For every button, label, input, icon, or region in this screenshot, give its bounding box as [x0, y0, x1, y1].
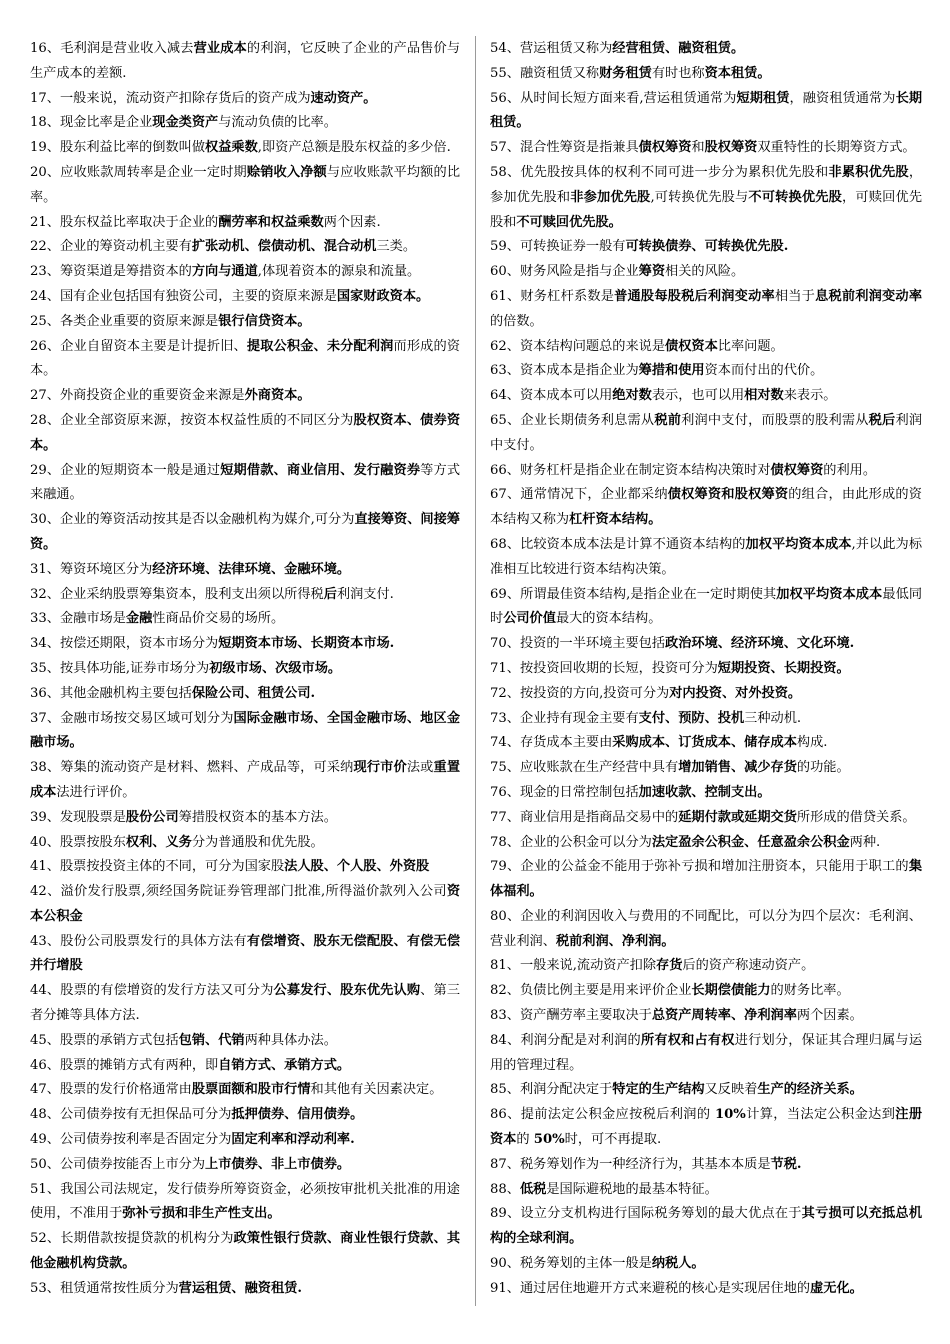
item-text: 分为普通股和优先股。	[191, 834, 324, 850]
item-text: 48、公司债券按有无担保品可分为	[30, 1107, 232, 1123]
bold-keyword: 税后	[868, 412, 896, 428]
item-text: 两个因素.	[323, 214, 381, 230]
item-text: 43、股份公司股票发行的具体方法有	[30, 933, 247, 949]
item-text: 17、一般来说，流动资产扣除存货后的资产成为	[30, 90, 311, 106]
list-item	[490, 756, 922, 781]
list-item	[30, 880, 460, 930]
list-item	[30, 831, 460, 856]
item-text: ，融资租赁通常为	[789, 90, 896, 106]
item-text: ,可转换优先股与	[650, 189, 749, 205]
list-item	[490, 62, 922, 87]
list-item	[490, 37, 922, 62]
bold-keyword: 短期借款、商业信用、发行融资券	[220, 462, 421, 478]
bold-keyword: 固定利率和浮动利率.	[231, 1132, 355, 1148]
list-item	[30, 1029, 460, 1054]
item-text: 两种.	[849, 834, 881, 850]
item-text: 所形成的借贷关系。	[796, 809, 916, 825]
list-item	[30, 1103, 460, 1128]
bold-keyword: 短期投资、长期投资。	[717, 660, 850, 676]
bold-keyword: 公司价值	[503, 611, 556, 627]
item-text: 73、企业持有现金主要有	[490, 710, 639, 726]
list-item	[490, 235, 922, 260]
bold-keyword: 权益乘数	[205, 140, 258, 156]
item-text: 筹措股权资本的基本方法。	[178, 809, 337, 825]
item-text: 进行划分，保证其合理归属与运用的管理过程。	[490, 1032, 923, 1073]
list-item	[490, 161, 922, 235]
bold-keyword: 税前利润、净利润。	[555, 933, 675, 949]
bold-keyword: 酬劳率和权益乘数	[218, 214, 324, 230]
list-item	[30, 1178, 460, 1228]
bold-keyword: 外商资本。	[244, 388, 311, 404]
item-text: 和其他有关因素决定。	[310, 1082, 443, 1098]
list-item	[490, 1153, 922, 1178]
list-item	[30, 657, 460, 682]
bold-keyword: 包销、代销	[178, 1032, 245, 1048]
list-item	[30, 260, 460, 285]
list-item	[30, 1128, 460, 1153]
item-text: 89、设立分支机构进行国际税务筹划的最大优点在于	[490, 1206, 802, 1222]
bold-keyword: 抵押债券、信用债券。	[231, 1107, 364, 1123]
item-text: 46、股票的摊销方式有两种，即	[30, 1057, 219, 1073]
item-text: 16、毛利润是营业收入减去	[30, 41, 194, 56]
item-text: 18、现金比率是企业	[30, 115, 153, 131]
list-item	[490, 682, 922, 707]
list-item	[490, 1202, 922, 1252]
bold-keyword: 债权资本	[665, 338, 718, 354]
bold-keyword: 特定的生产结构	[612, 1082, 705, 1098]
item-text: 30、企业的筹资活动按其是否以金融机构为媒介,可分为	[30, 512, 355, 528]
item-text: 利润中支付，而股票的股利需从	[681, 412, 869, 428]
list-item	[490, 335, 922, 360]
list-item	[490, 731, 922, 756]
item-text: 72、按投资的方向,投资可分为	[490, 685, 670, 701]
bold-keyword: 10%	[714, 1107, 746, 1123]
list-item	[30, 136, 460, 161]
item-text: 74、存货成本主要由	[490, 735, 613, 751]
item-text: 75、应收账款在生产经营中具有	[490, 760, 679, 776]
bold-keyword: 虚无化。	[810, 1280, 863, 1296]
item-text: 40、股票按股东	[30, 834, 126, 850]
bold-keyword: 总资产周转率、净利润率	[651, 1008, 797, 1024]
bold-keyword: 加权平均资本成本	[745, 536, 852, 552]
item-text: 的倍数。	[490, 313, 543, 329]
item-text: ，可赎回优先股和	[490, 189, 923, 230]
list-item	[490, 1078, 922, 1103]
list-item	[490, 533, 922, 583]
item-text: 27、外商投资企业的重要资金来源是	[30, 388, 245, 404]
item-text: 52、长期借款按提贷款的机构分为	[30, 1231, 234, 1247]
list-item	[490, 632, 922, 657]
item-text: 21、股东权益比率取决于企业的	[30, 214, 219, 230]
bold-keyword: 方向与通道	[191, 264, 258, 280]
list-item	[30, 806, 460, 831]
bold-keyword: 银行信贷资本。	[218, 313, 311, 329]
bold-keyword: 权利、义务	[125, 834, 192, 850]
item-text: 利润支付.	[336, 586, 394, 602]
item-text: 19、股东利益比率的倒数叫做	[30, 140, 206, 156]
item-text: ,并以此为标准相互比较进行资本结构决策。	[490, 536, 923, 577]
item-text: 三类。	[376, 239, 417, 255]
list-item	[30, 335, 460, 385]
bold-keyword: 上市债券、非上市债券。	[205, 1156, 351, 1172]
right-column	[490, 37, 922, 1302]
item-text: 58、优先股按具体的权利不同可进一步分为累积优先股和	[490, 164, 829, 180]
column-divider	[475, 36, 476, 1306]
item-text: 78、企业的公积金可以分为	[490, 834, 652, 850]
item-text: 45、股票的承销方式包括	[30, 1032, 179, 1048]
item-text: 的	[516, 1132, 534, 1148]
bold-keyword: 支付、预防、投机	[638, 710, 745, 726]
bold-keyword: 现金类资产	[152, 115, 219, 131]
item-text: 70、投资的一半环境主要包括	[490, 636, 666, 652]
list-item	[490, 1178, 922, 1203]
item-text: 55、融资租赁又称	[490, 65, 600, 81]
list-item	[490, 1029, 922, 1079]
bold-keyword: 短期租赁	[736, 90, 790, 106]
bold-keyword: 股票面额和股市行情	[191, 1082, 311, 1098]
bold-keyword: 息税前利润变动率	[815, 288, 923, 304]
bold-keyword: 生产的经济关系。	[757, 1082, 863, 1098]
list-item	[490, 979, 922, 1004]
item-text: 的财务比率。	[770, 983, 850, 999]
item-text: 时，可不再提取.	[564, 1132, 662, 1148]
bold-keyword: 后	[323, 586, 337, 602]
list-item	[30, 632, 460, 657]
item-text: 59、可转换证券一般有	[490, 239, 626, 255]
bold-keyword: 资本租赁。	[704, 65, 771, 81]
list-item	[30, 558, 460, 583]
item-text: 25、各类企业重要的资原来源是	[30, 313, 219, 329]
bold-keyword: 保险公司、租赁公司.	[191, 685, 316, 701]
bold-keyword: 低税	[519, 1181, 547, 1197]
list-item	[490, 359, 922, 384]
bold-keyword: 长期偿债能力	[691, 983, 771, 999]
bold-keyword: 所有权和占有权	[640, 1032, 735, 1048]
bold-keyword: 筹资	[638, 264, 666, 280]
list-item	[490, 781, 922, 806]
item-text: 63、资本成本是指企业为	[490, 363, 639, 379]
item-text: 61、财务杠杆系数是	[490, 288, 615, 304]
item-text: 的利用。	[823, 462, 877, 478]
item-text: 85、利润分配决定于	[490, 1082, 613, 1098]
item-text: 34、按偿还期限，资本市场分为	[30, 636, 219, 652]
item-text: 71、按投资回收期的长短，投资可分为	[490, 660, 718, 676]
bold-keyword: 营运租赁、融资租赁.	[178, 1280, 302, 1296]
list-item	[30, 707, 460, 757]
item-text: 22、企业的筹资动机主要有	[30, 239, 192, 255]
item-text: 83、资产酬劳率主要取决于	[490, 1008, 652, 1024]
item-text: 后的资产称速动资产。	[682, 958, 815, 974]
item-text: 37、金融市场按交易区域可划分为	[30, 710, 234, 726]
bold-keyword: 有偿增资、股东无偿配股、有偿无偿并行增股	[30, 933, 461, 974]
bold-keyword: 采购成本、订货成本、储存成本	[612, 735, 797, 751]
bold-keyword: 50%	[533, 1132, 565, 1148]
item-text: 33、金融市场是	[30, 611, 126, 627]
bold-keyword: 非累积优先股	[828, 164, 909, 180]
list-item	[30, 682, 460, 707]
list-item	[490, 905, 922, 955]
item-text: 两个因素。	[796, 1008, 863, 1024]
item-text: 49、公司债券按利率是否固定分为	[30, 1132, 232, 1148]
list-item	[490, 136, 922, 161]
list-item	[30, 607, 460, 632]
item-text: 来表示。	[783, 388, 837, 404]
item-text: 29、企业的短期资本一般是通过	[30, 462, 221, 478]
list-item	[30, 161, 460, 211]
item-text: 法进行评价。	[56, 784, 136, 800]
list-item	[30, 930, 460, 980]
bold-keyword: 营业成本	[193, 41, 247, 56]
item-text: 23、筹资渠道是筹措资本的	[30, 264, 192, 280]
item-text: 的功能。	[796, 760, 850, 776]
bold-keyword: 对内投资、对外投资。	[669, 685, 802, 701]
item-text: 90、税务筹划的主体一般是	[490, 1256, 652, 1272]
bold-keyword: 国际金融市场、全国金融市场、地区金融市场。	[30, 710, 461, 751]
item-text: 65、企业长期债务利息需从	[490, 412, 655, 428]
item-text: 的利润，它反映了企业的产品售价与生产成本的差额.	[30, 41, 461, 81]
item-text: 是国际避税地的最基本特征。	[546, 1181, 718, 1197]
list-item	[30, 583, 460, 608]
list-item	[30, 111, 460, 136]
item-text: 86、提前法定公积金应按税后利润的	[490, 1107, 715, 1123]
list-item	[490, 459, 922, 484]
bold-keyword: 弥补亏损和非生产性支出。	[122, 1206, 281, 1222]
item-text: ,即资产总额是股东权益的多少倍.	[257, 140, 451, 156]
item-text: 20、应收账款周转率是企业一定时期	[30, 164, 247, 180]
bold-keyword: 加权平均资本成本	[776, 586, 883, 602]
bold-keyword: 国家财政资本。	[336, 288, 430, 304]
list-item	[490, 954, 922, 979]
list-item	[490, 1103, 922, 1153]
item-text: 42、溢价发行股票,须经国务院证券管理部门批准,所得溢价款列入公司	[30, 884, 447, 900]
item-text: 构成.	[796, 735, 828, 751]
list-item	[490, 831, 922, 856]
bold-keyword: 资本公积金	[30, 884, 460, 924]
item-text: 表示，也可以用	[651, 388, 745, 404]
list-item	[30, 235, 460, 260]
item-text: 62、资本结构问题总的来说是	[490, 338, 666, 354]
list-item	[30, 459, 460, 509]
list-item	[490, 855, 922, 905]
item-text: 双重特性的长期筹资方式。	[757, 140, 916, 156]
list-item	[490, 657, 922, 682]
item-text: 76、现金的日常控制包括	[490, 784, 639, 800]
list-item	[30, 384, 460, 409]
bold-keyword: 绝对数	[612, 388, 652, 404]
item-text: 两种具体办法。	[244, 1032, 337, 1048]
bold-keyword: 纳税人。	[651, 1256, 705, 1272]
bold-keyword: 扩张动机、偿债动机、混合动机	[191, 239, 377, 255]
item-text: 有时也称	[651, 65, 705, 81]
bold-keyword: 经济环境、法律环境、金融环境。	[152, 561, 351, 577]
list-item	[490, 260, 922, 285]
item-text: 77、商业信用是指商品交易中的	[490, 809, 679, 825]
item-text: 51、我国公司法规定，发行债券所筹资资金，必须按审批机关批准的用途使用，不准用于	[30, 1181, 460, 1222]
item-text: 50、公司债券按能否上市分为	[30, 1156, 206, 1172]
bold-keyword: 存货	[656, 958, 683, 974]
list-item	[490, 1277, 922, 1302]
item-text: 相当于	[774, 288, 816, 304]
list-item	[490, 1252, 922, 1277]
item-text: 的组合，由此形成的资本结构又称为	[490, 487, 922, 528]
item-text: 资本而付出的代价。	[704, 363, 824, 379]
item-text: 性商品价交易的场所。	[152, 611, 285, 627]
list-item	[490, 384, 922, 409]
bold-keyword: 延期付款或延期交货	[678, 809, 797, 825]
bold-keyword: 提取公积金、未分配利润	[246, 338, 394, 354]
bold-keyword: 相对数	[744, 388, 784, 404]
item-text: 60、财务风险是指与企业	[490, 264, 639, 280]
item-text: 而形成的资本。	[30, 338, 461, 379]
item-text: 26、企业自留资本主要是计提折旧、	[30, 338, 247, 354]
item-text: 64、资本成本可以用	[490, 388, 613, 404]
list-item	[490, 483, 922, 533]
item-text: 38、筹集的流动资产是材料、燃料、产成品等，可采纳	[30, 760, 354, 776]
item-text: 84、利润分配是对利润的	[490, 1032, 641, 1048]
list-item	[30, 1277, 460, 1302]
item-text: 31、筹资环境区分为	[30, 561, 153, 577]
bold-keyword: 债权筹资和股权筹资	[667, 487, 789, 503]
bold-keyword: 现行市价	[353, 760, 407, 776]
item-text: ，参加优先股和	[490, 164, 923, 205]
bold-keyword: 不可赎回优先股。	[516, 214, 622, 230]
bold-keyword: 法人股、个人股、外资股	[284, 859, 430, 875]
list-item	[30, 508, 460, 558]
bold-keyword: 法定盈余公积金、任意盈余公积金	[651, 834, 850, 850]
item-text: 54、营运租赁又称为	[490, 41, 613, 56]
list-item	[490, 583, 922, 633]
bold-keyword: 加速收款、控制支出。	[638, 784, 771, 800]
bold-keyword: 普通股每股税后利润变动率	[614, 288, 775, 304]
bold-keyword: 公募发行、股东优先认购	[273, 983, 421, 999]
item-text: 57、混合性筹资是指兼具	[490, 140, 639, 156]
bold-keyword: 财务租赁	[599, 65, 652, 81]
item-text: 计算，当法定公积金达到	[745, 1107, 896, 1123]
item-text: ,体现着资本的源泉和流量。	[257, 264, 421, 280]
list-item	[30, 756, 460, 806]
bold-keyword: 政治环境、经济环境、文化环境.	[665, 636, 855, 652]
item-text: 87、税务筹划作为一种经济行为，其基本本质是	[490, 1156, 771, 1172]
bold-keyword: 自销方式、承销方式。	[218, 1057, 351, 1073]
bold-keyword: 筹措和使用	[638, 363, 705, 379]
list-item	[490, 806, 922, 831]
list-item	[30, 1153, 460, 1178]
item-text: 又反映着	[704, 1082, 758, 1098]
item-text: 68、比较资本成本法是计算不通资本结构的	[490, 536, 746, 552]
list-item	[30, 310, 460, 335]
item-text: 67、通常情况下，企业都采纳	[490, 487, 668, 503]
bold-keyword: 经营租赁、融资租赁。	[612, 41, 745, 56]
list-item	[30, 1078, 460, 1103]
bold-keyword: 注册资本	[490, 1107, 923, 1148]
list-item	[30, 37, 460, 87]
item-text: 和	[691, 140, 705, 156]
item-text: 利润中支付。	[490, 412, 923, 453]
item-text: 88、	[490, 1181, 520, 1197]
item-text: 、第三者分摊等具体方法.	[30, 983, 461, 1024]
bold-keyword: 杠杆资本结构。	[569, 512, 662, 528]
bold-keyword: 股份公司	[125, 809, 179, 825]
bold-keyword: 股权资本、债券资本。	[30, 412, 461, 453]
item-text: 56、从时间长短方面来看,营运租赁通常为	[490, 90, 737, 106]
list-item	[30, 1054, 460, 1079]
item-text: 53、租赁通常按性质分为	[30, 1280, 179, 1296]
list-item	[30, 87, 460, 112]
list-item	[490, 409, 922, 459]
bold-keyword: 股权筹资	[704, 140, 758, 156]
bold-keyword: 债权筹资	[638, 140, 692, 156]
bold-keyword: 节税.	[770, 1156, 802, 1172]
bold-keyword: 可转换债券、可转换优先股.	[625, 239, 789, 255]
list-item	[30, 855, 460, 880]
bold-keyword: 税前	[654, 412, 682, 428]
list-item	[490, 285, 922, 335]
item-text: 35、按具体功能,证券市场分为	[30, 660, 210, 676]
item-text: 81、一般来说,流动资产扣除	[490, 958, 657, 974]
list-item	[30, 979, 460, 1029]
bold-keyword: 金融	[125, 611, 153, 627]
bold-keyword: 其亏损可以充抵总机构的全球利润。	[490, 1206, 923, 1247]
item-text: 相关的风险。	[665, 264, 745, 280]
bold-keyword: 长期租赁。	[490, 90, 923, 131]
left-column	[30, 37, 460, 1302]
item-text: 66、财务杠杆是指企业在制定资本结构决策时对	[490, 462, 771, 478]
item-text: 28、企业全部资原来源，按资本权益性质的不同区分为	[30, 412, 354, 428]
bold-keyword: 债权筹资	[770, 462, 824, 478]
list-item	[490, 1004, 922, 1029]
item-text: 法或	[406, 760, 434, 776]
item-text: 36、其他金融机构主要包括	[30, 685, 192, 701]
list-item	[30, 1227, 460, 1277]
list-item	[490, 87, 922, 137]
bold-keyword: 不可转换优先股	[748, 189, 842, 205]
item-text: 比率问题。	[717, 338, 784, 354]
item-text: 与流动负债的比率。	[218, 115, 337, 131]
bold-keyword: 赊销收入净额	[246, 164, 327, 180]
bold-keyword: 重置成本	[30, 760, 461, 800]
item-text: 与应收账款平均额的比率。	[30, 164, 461, 205]
item-text: 24、国有企业包括国有独资公司，主要的资原来源是	[30, 288, 337, 304]
bold-keyword: 增加销售、减少存货	[678, 760, 797, 776]
bold-keyword: 短期资本市场、长期资本市场.	[218, 636, 395, 652]
bold-keyword: 政策性银行贷款、商业性银行贷款、其他金融机构贷款。	[30, 1231, 461, 1272]
bold-keyword: 初级市场、次级市场。	[209, 660, 342, 676]
item-text: 最大的资本结构。	[555, 611, 662, 627]
list-item	[30, 285, 460, 310]
bold-keyword: 直接筹资、间接筹资。	[30, 512, 460, 552]
list-item	[30, 211, 460, 236]
item-text: 80、企业的利润因收入与费用的不同配比，可以分为四个层次：毛利润、营业利润、	[490, 908, 922, 949]
item-text: 47、股票的发行价格通常由	[30, 1082, 192, 1098]
item-text: 44、股票的有偿增资的发行方法又可分为	[30, 983, 274, 999]
item-text: 91、通过居住地避开方式来避税的核心是实现居住地的	[490, 1280, 811, 1296]
bold-keyword: 集体福利。	[490, 859, 922, 900]
item-text: 82、负债比例主要是用来评价企业	[490, 983, 692, 999]
list-item	[30, 409, 460, 459]
item-text: 69、所谓最佳资本结构,是指企业在一定时期使其	[490, 586, 777, 602]
bold-keyword: 速动资产。	[310, 90, 377, 106]
item-text: 79、企业的公益金不能用于弥补亏损和增加注册资本，只能用于职工的	[490, 859, 909, 875]
item-text: 三种动机.	[744, 710, 802, 726]
item-text: 最低同时	[490, 586, 923, 627]
list-item	[490, 707, 922, 732]
item-text: 39、发现股票是	[30, 809, 126, 825]
item-text: 32、企业采纳股票筹集资本，股利支出须以所得税	[30, 586, 324, 602]
item-text: 41、股票按投资主体的不同，可分为国家股	[30, 859, 285, 875]
bold-keyword: 非参加优先股	[570, 189, 651, 205]
item-text: 等方式来融通。	[30, 462, 461, 503]
